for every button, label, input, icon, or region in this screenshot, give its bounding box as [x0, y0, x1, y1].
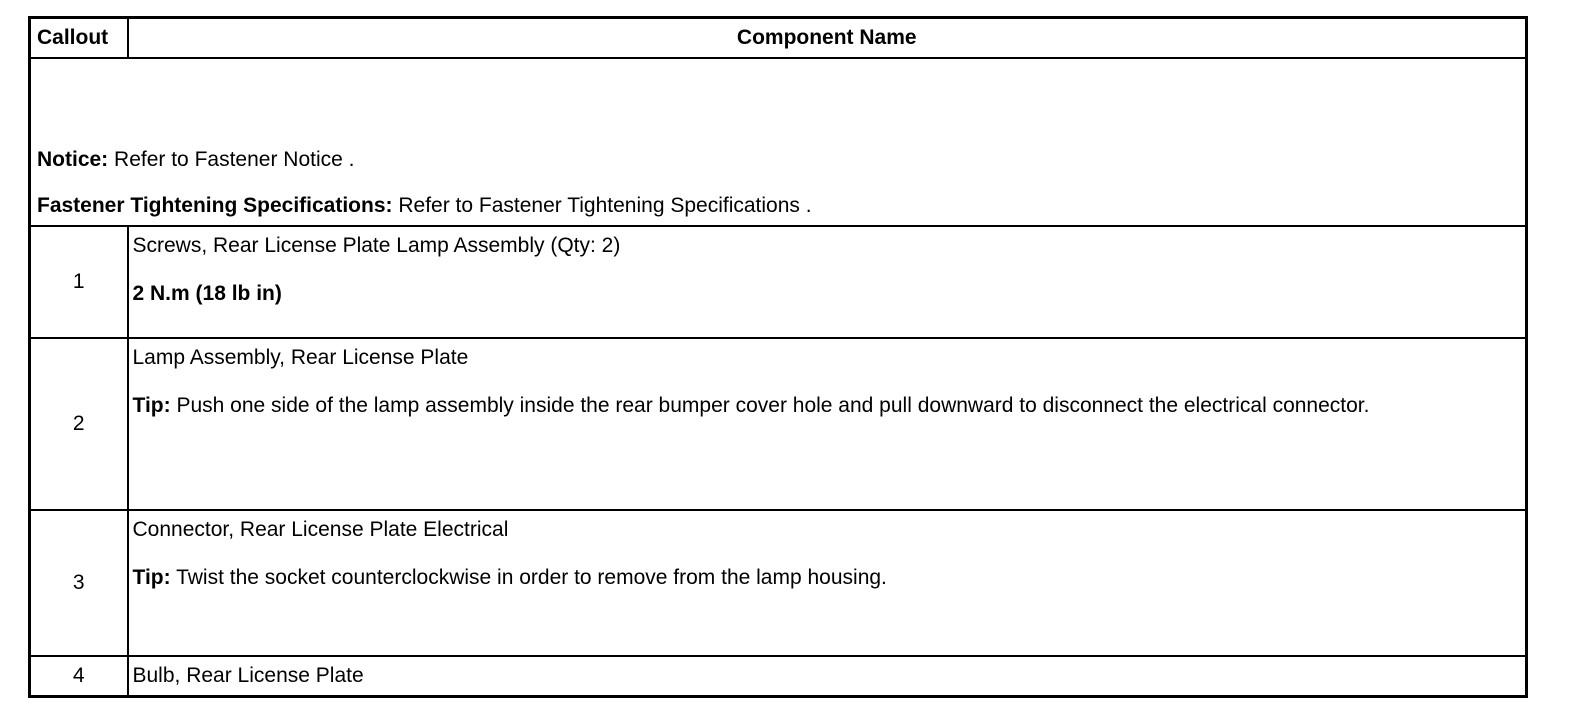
tip-label: Tip: — [132, 566, 171, 589]
component-description — [128, 656, 1527, 697]
notice-text: Refer to Fastener Notice . — [114, 148, 355, 171]
table-row — [30, 338, 1527, 510]
notice-line — [37, 147, 1521, 173]
notice-cell — [30, 58, 1527, 226]
callout-header: Callout — [30, 18, 128, 59]
callout-number: 3 — [30, 510, 128, 656]
spec-text: Refer to Fastener Tightening Specifications . — [398, 194, 812, 217]
component-description — [128, 226, 1527, 338]
table-row — [30, 226, 1527, 338]
notice-row — [30, 58, 1527, 226]
callout-number: 1 — [30, 226, 128, 338]
tip-line — [133, 393, 1522, 419]
component-name: Connector, Rear License Plate Electrical — [132, 518, 509, 541]
table-row — [30, 656, 1527, 697]
tip-line — [133, 565, 1522, 591]
component-name-header: Component Name — [128, 18, 1527, 59]
torque-spec: 2 N.m (18 lb in) — [132, 282, 282, 305]
table-row — [30, 510, 1527, 656]
spec-label: Fastener Tightening Specifications: — [37, 194, 393, 217]
header-row — [30, 18, 1527, 59]
component-table — [28, 16, 1528, 698]
spec-line — [37, 193, 1521, 219]
callout-number: 4 — [30, 656, 128, 697]
tip-label: Tip: — [132, 394, 171, 417]
tip-text: Twist the socket counterclockwise in order to remove from the lamp housing. — [176, 566, 887, 589]
callout-number: 2 — [30, 338, 128, 510]
tip-text: Push one side of the lamp assembly inside the rear bumper cover hole and pull downward to disconnect the electrical connector. — [176, 394, 1370, 417]
component-name: Bulb, Rear License Plate — [132, 664, 364, 687]
component-description — [128, 510, 1527, 656]
component-description — [128, 338, 1527, 510]
notice-label: Notice: — [37, 148, 109, 171]
component-name: Lamp Assembly, Rear License Plate — [132, 346, 469, 369]
component-name: Screws, Rear License Plate Lamp Assembly (Qty: 2) — [132, 234, 621, 257]
